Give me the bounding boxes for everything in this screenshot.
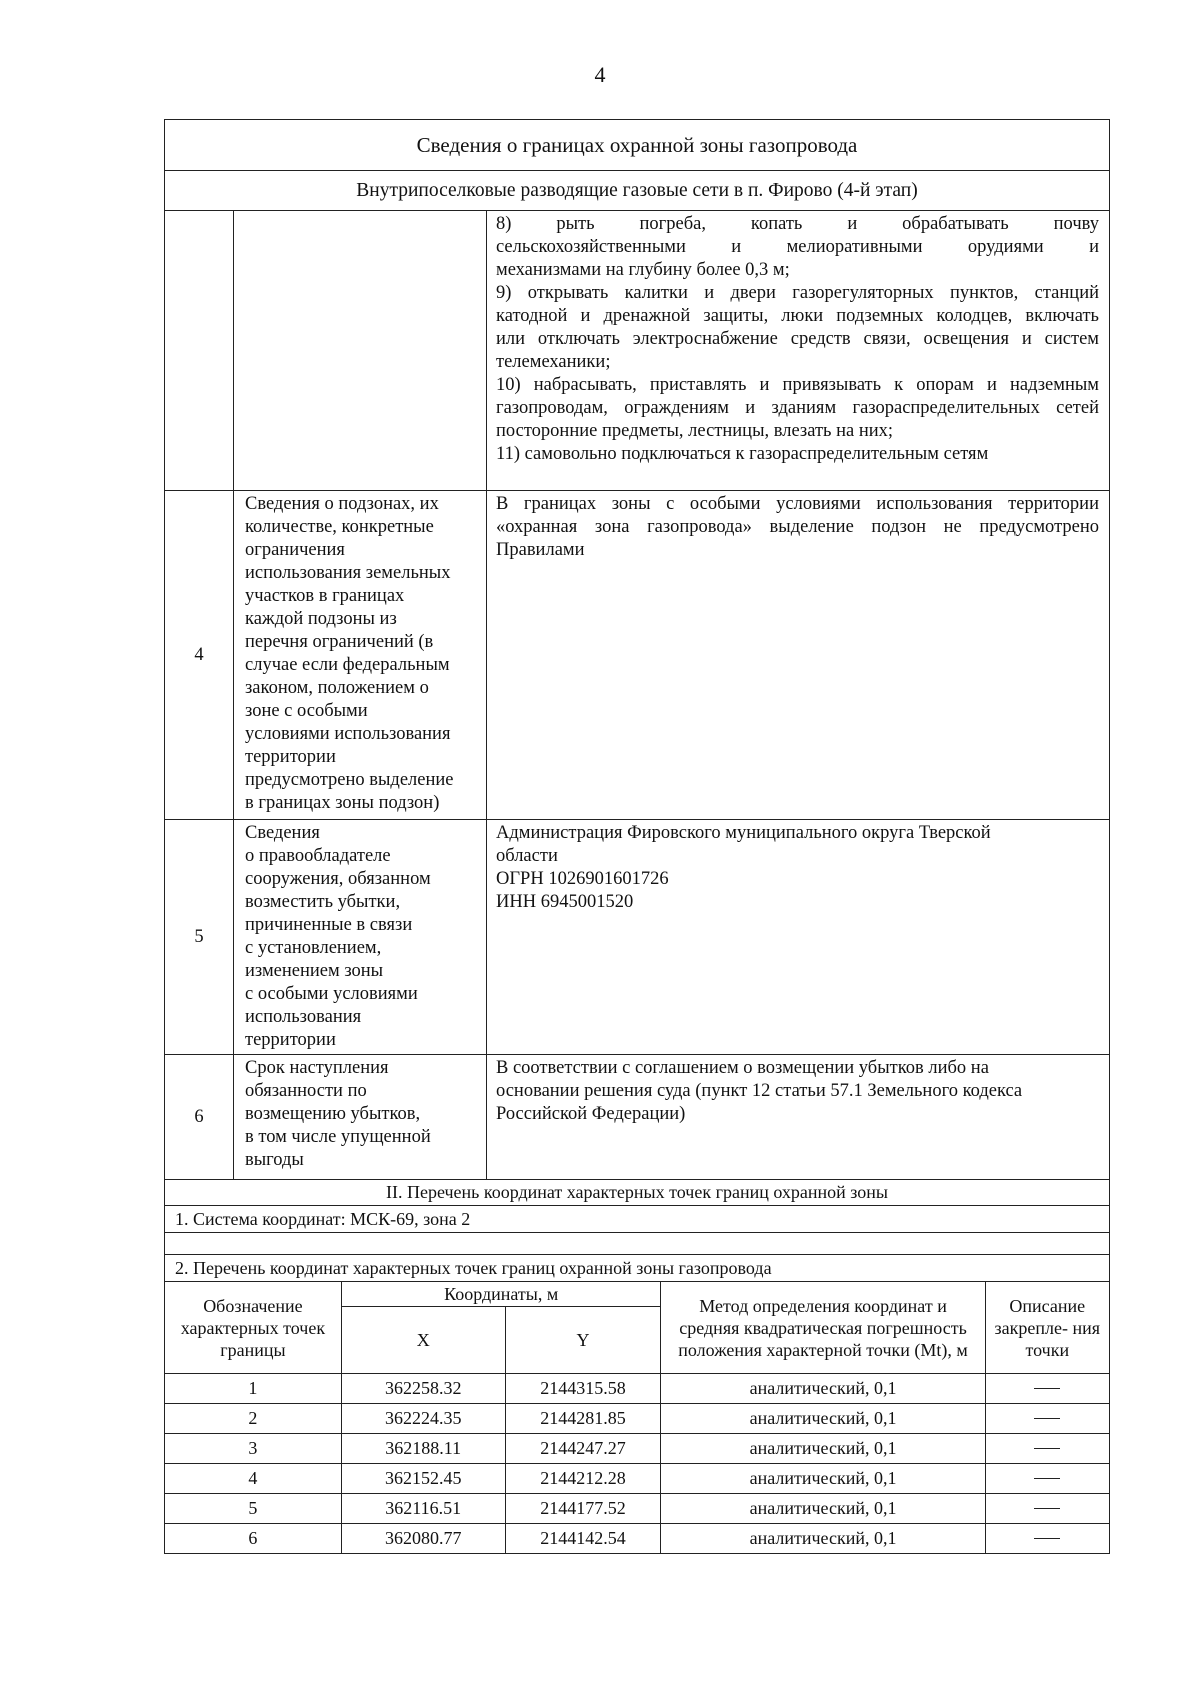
row-name xyxy=(234,820,487,1054)
row-name-line: использования земельных xyxy=(245,563,451,583)
coordinate-system: 1. Система координат: МСК-69, зона 2 xyxy=(165,1206,1109,1233)
cell-desc xyxy=(985,1494,1109,1524)
table-row xyxy=(165,1524,1109,1554)
cell-x: 362188.11 xyxy=(341,1434,505,1464)
row-value-line: ИНН 6945001520 xyxy=(496,892,634,912)
cell-point: 4 xyxy=(165,1464,341,1494)
cell-y: 2144177.52 xyxy=(505,1494,661,1524)
row-value-line: газопроводам, ограждениям и зданиям газораспределительных сетей xyxy=(496,398,1099,418)
row-value-line: ОГРН 1026901601726 xyxy=(496,869,669,889)
row-name-line: в том числе упущенной xyxy=(245,1127,431,1147)
cell-x: 362116.51 xyxy=(341,1494,505,1524)
cell-method: аналитический, 0,1 xyxy=(661,1524,985,1554)
row-name-line: выгоды xyxy=(245,1150,304,1170)
cell-method: аналитический, 0,1 xyxy=(661,1404,985,1434)
row-value-line: Правилами xyxy=(496,540,585,560)
col-method-header: Метод определения координат и средняя квадратическая погрешность положения характерной точки (Mt), м xyxy=(661,1282,985,1374)
row-name-line: законом, положением о xyxy=(245,678,429,698)
row-name-line: обязанности по xyxy=(245,1081,367,1101)
row-name-line: зоне с особыми xyxy=(245,701,368,721)
cell-y: 2144142.54 xyxy=(505,1524,661,1554)
col-point-header: Обозначение характерных точек границы xyxy=(165,1282,341,1374)
row-value-line: «охранная зона газопровода» выделение подзон не предусмотрено xyxy=(496,517,1099,537)
page-number: 4 xyxy=(594,62,606,87)
row-name-line: случае если федеральным xyxy=(245,655,450,675)
coordinates-list-title: 2. Перечень координат характерных точек границ охранной зоны газопровода xyxy=(165,1255,1109,1282)
row-name-line: территории xyxy=(245,1030,336,1050)
row-name xyxy=(234,211,487,490)
row-number: 5 xyxy=(165,820,234,1054)
cell-method: аналитический, 0,1 xyxy=(661,1374,985,1404)
info-row xyxy=(165,1055,1109,1180)
col-y-header: Y xyxy=(505,1307,661,1374)
row-name-line: Срок наступления xyxy=(245,1058,389,1078)
cell-method: аналитический, 0,1 xyxy=(661,1464,985,1494)
cell-point: 5 xyxy=(165,1494,341,1524)
row-value-line: 10) набрасывать, приставлять и привязывать к опорам и надземным xyxy=(496,375,1099,395)
row-name-line: Сведения о подзонах, их xyxy=(245,494,439,514)
cell-x: 362258.32 xyxy=(341,1374,505,1404)
cell-point: 1 xyxy=(165,1374,341,1404)
cell-desc xyxy=(985,1404,1109,1434)
row-name-line: использования xyxy=(245,1007,362,1027)
row-value-line: В границах зоны с особыми условиями использования территории xyxy=(496,494,1099,514)
row-name-line: Сведения xyxy=(245,823,320,843)
row-value-line: 11) самовольно подключаться к газораспределительным сетям xyxy=(496,444,989,464)
row-value-line: телемеханики; xyxy=(496,352,611,372)
row-name-line: участков в границах xyxy=(245,586,405,606)
cell-x: 362224.35 xyxy=(341,1404,505,1434)
info-row xyxy=(165,820,1109,1055)
row-value-line: области xyxy=(496,846,558,866)
row-value-line: механизмами на глубину более 0,3 м; xyxy=(496,260,790,280)
document-subtitle: Внутрипоселковые разводящие газовые сети в п. Фирово (4-й этап) xyxy=(165,171,1109,211)
row-value-line: посторонние предметы, лестницы, влезать на них; xyxy=(496,421,894,441)
dash-mark xyxy=(1034,1508,1060,1509)
row-name-line: о правообладателе xyxy=(245,846,391,866)
cell-method: аналитический, 0,1 xyxy=(661,1494,985,1524)
info-rows xyxy=(165,211,1109,1180)
row-name-line: ограничения xyxy=(245,540,345,560)
dash-mark xyxy=(1034,1388,1060,1389)
cell-y: 2144212.28 xyxy=(505,1464,661,1494)
cell-point: 2 xyxy=(165,1404,341,1434)
row-name-line: возмещению убытков, xyxy=(245,1104,421,1124)
col-x-header: X xyxy=(341,1307,505,1374)
col-coords-header: Координаты, м xyxy=(341,1282,661,1307)
row-name-line: условиями использования xyxy=(245,724,451,744)
row-value-line: Российской Федерации) xyxy=(496,1104,686,1124)
document-table xyxy=(164,119,1110,1554)
cell-desc xyxy=(985,1524,1109,1554)
info-row xyxy=(165,491,1109,820)
dash-mark xyxy=(1034,1478,1060,1479)
row-name-line: количестве, конкретные xyxy=(245,517,434,537)
cell-x: 362152.45 xyxy=(341,1464,505,1494)
row-name-line: изменением зоны xyxy=(245,961,384,981)
row-value-line: основании решения суда (пункт 12 статьи 57.1 Земельного кодекса xyxy=(496,1081,1023,1101)
cell-x: 362080.77 xyxy=(341,1524,505,1554)
row-value-line: 9) открывать калитки и двери газорегуляторных пунктов, станций xyxy=(496,283,1099,303)
table-row xyxy=(165,1404,1109,1434)
row-value xyxy=(487,1055,1109,1179)
cell-desc xyxy=(985,1434,1109,1464)
cell-y: 2144281.85 xyxy=(505,1404,661,1434)
dash-mark xyxy=(1034,1538,1060,1539)
cell-y: 2144315.58 xyxy=(505,1374,661,1404)
row-name xyxy=(234,491,487,819)
row-value xyxy=(487,211,1109,490)
cell-desc xyxy=(985,1464,1109,1494)
cell-point: 3 xyxy=(165,1434,341,1464)
row-number: 6 xyxy=(165,1055,234,1179)
row-name-line: территории xyxy=(245,747,336,767)
cell-point: 6 xyxy=(165,1524,341,1554)
cell-y: 2144247.27 xyxy=(505,1434,661,1464)
section-2-title: II. Перечень координат характерных точек границ охранной зоны xyxy=(165,1180,1109,1206)
row-name-line: каждой подзоны из xyxy=(245,609,397,629)
cell-method: аналитический, 0,1 xyxy=(661,1434,985,1464)
row-value xyxy=(487,820,1109,1054)
row-value xyxy=(487,491,1109,819)
row-name xyxy=(234,1055,487,1179)
row-name-line: с особыми условиями xyxy=(245,984,418,1004)
dash-mark xyxy=(1034,1448,1060,1449)
row-value-line: В соответствии с соглашением о возмещении убытков либо на xyxy=(496,1058,989,1078)
row-value-line: Администрация Фировского муниципального округа Тверской xyxy=(496,823,991,843)
row-value-line: или отключать электроснабжение средств связи, освещения и систем xyxy=(496,329,1099,349)
row-number: 4 xyxy=(165,491,234,819)
info-row xyxy=(165,211,1109,491)
table-row xyxy=(165,1374,1109,1404)
table-row xyxy=(165,1494,1109,1524)
cell-desc xyxy=(985,1374,1109,1404)
row-name-line: предусмотрено выделение xyxy=(245,770,454,790)
row-name-line: причиненные в связи xyxy=(245,915,413,935)
col-desc-header: Описание закрепле- ния точки xyxy=(985,1282,1109,1374)
document-title: Сведения о границах охранной зоны газопровода xyxy=(165,120,1109,171)
table-row xyxy=(165,1464,1109,1494)
row-name-line: с установлением, xyxy=(245,938,382,958)
row-value-line: сельскохозяйственными и мелиоративными орудиями и xyxy=(496,237,1099,257)
row-value-line: 8) рыть погреба, копать и обрабатывать почву xyxy=(496,214,1099,234)
spacer-row xyxy=(165,1233,1109,1255)
row-name-line: возместить убытки, xyxy=(245,892,401,912)
coordinates-table xyxy=(165,1282,1109,1553)
row-name-line: сооружения, обязанном xyxy=(245,869,431,889)
row-name-line: в границах зоны подзон) xyxy=(245,793,440,813)
table-row xyxy=(165,1434,1109,1464)
dash-mark xyxy=(1034,1418,1060,1419)
row-value-line: катодной и дренажной защиты, люки подземных колодцев, включать xyxy=(496,306,1099,326)
row-name-line: перечня ограничений (в xyxy=(245,632,434,652)
row-number xyxy=(165,211,234,490)
